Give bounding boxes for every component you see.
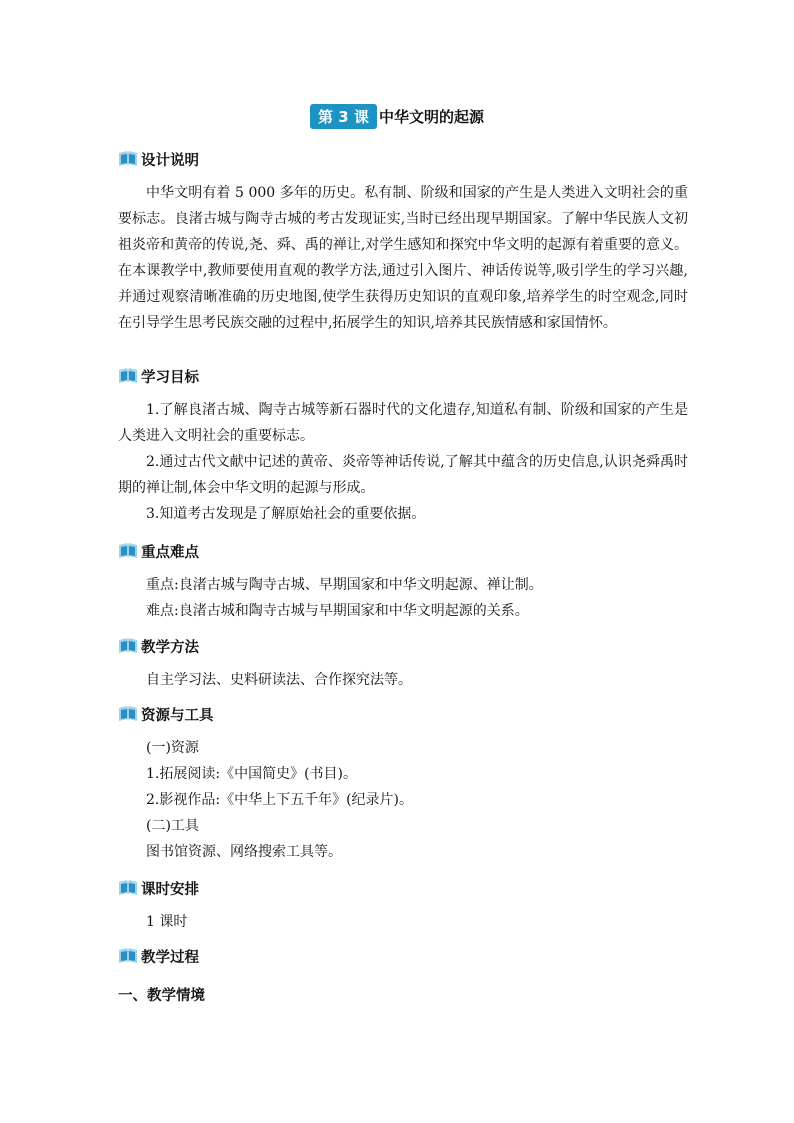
section-process bbox=[118, 945, 688, 977]
section-schedule bbox=[118, 877, 688, 935]
book-icon bbox=[118, 947, 138, 965]
design-paragraph: 中华文明有着 5 000 多年的历史。私有制、阶级和国家的产生是人类进入文明社会的重要标志。良渚古城与陶寺古城的考古发现证实,当时已经出现早期国家。了解中华民族人文初祖炎帝和黄帝的传说,尧、舜、禹的禅让,对学生感知和探究中华文明的起源有着重要的意义。在本课教学中,教师要使用直观的教学方法,通过引入图片、神话传说等,吸引学生的学习兴趣,并通过观察清晰准确的历史地图,使学生获得历史知识的直观印象,培养学生的时空观念,同时在引导学生思考民族交融的过程中,拓展学生的知识,培养其民族情感和家国情怀。 bbox=[118, 185, 688, 331]
lesson-number-badge: 第 3 课 bbox=[310, 104, 377, 129]
lesson-title-text: 中华文明的起源 bbox=[378, 108, 484, 126]
section-heading bbox=[118, 945, 688, 967]
goal-item: 1.了解良渚古城、陶寺古城等新石器时代的文化遗存,知道私有制、阶级和国家的产生是人类进入文明社会的重要标志。 bbox=[118, 402, 688, 444]
heading-text: 设计说明 bbox=[141, 152, 199, 169]
section-resources bbox=[118, 703, 688, 865]
resource-line: (一)资源 bbox=[146, 740, 199, 756]
resource-line: (二)工具 bbox=[146, 818, 199, 834]
book-icon bbox=[118, 637, 138, 655]
difficult-point: 难点:良渚古城和陶寺古城与早期国家和中华文明起源的关系。 bbox=[146, 603, 529, 619]
heading-text: 课时安排 bbox=[141, 881, 199, 898]
section-heading bbox=[118, 365, 688, 387]
resource-line: 图书馆资源、网络搜索工具等。 bbox=[146, 844, 342, 860]
lesson-title bbox=[0, 104, 794, 129]
goal-item: 3.知道考古发现是了解原始社会的重要依据。 bbox=[146, 506, 426, 522]
section-design bbox=[118, 148, 688, 336]
section-goals bbox=[118, 365, 688, 527]
key-point: 重点:良渚古城与陶寺古城、早期国家和中华文明起源、禅让制。 bbox=[146, 577, 543, 593]
section-heading bbox=[118, 635, 688, 657]
book-icon bbox=[118, 367, 138, 385]
book-icon bbox=[118, 542, 138, 560]
section-heading bbox=[118, 148, 688, 170]
goal-item: 2.通过古代文献中记述的黄帝、炎帝等神话传说,了解其中蕴含的历史信息,认识尧舜禹时期的禅让制,体会中华文明的起源与形成。 bbox=[118, 454, 688, 496]
resource-line: 2.影视作品:《中华上下五千年》(纪录片)。 bbox=[146, 792, 413, 808]
resource-line: 1.拓展阅读:《中国简史》(书目)。 bbox=[146, 766, 357, 782]
book-icon bbox=[118, 879, 138, 897]
heading-text: 资源与工具 bbox=[141, 707, 214, 724]
book-icon bbox=[118, 705, 138, 723]
section-heading bbox=[118, 703, 688, 725]
section-heading bbox=[118, 540, 688, 562]
heading-text: 学习目标 bbox=[141, 369, 199, 386]
methods-text: 自主学习法、史料研读法、合作探究法等。 bbox=[146, 672, 412, 688]
book-icon bbox=[118, 150, 138, 168]
process-subheading: 一、教学情境 bbox=[118, 988, 205, 1004]
section-methods bbox=[118, 635, 688, 693]
section-keypoints bbox=[118, 540, 688, 624]
heading-text: 教学过程 bbox=[141, 949, 199, 966]
section-heading bbox=[118, 877, 688, 899]
heading-text: 教学方法 bbox=[141, 639, 199, 656]
heading-text: 重点难点 bbox=[141, 544, 199, 561]
schedule-text: 1 课时 bbox=[146, 914, 188, 930]
